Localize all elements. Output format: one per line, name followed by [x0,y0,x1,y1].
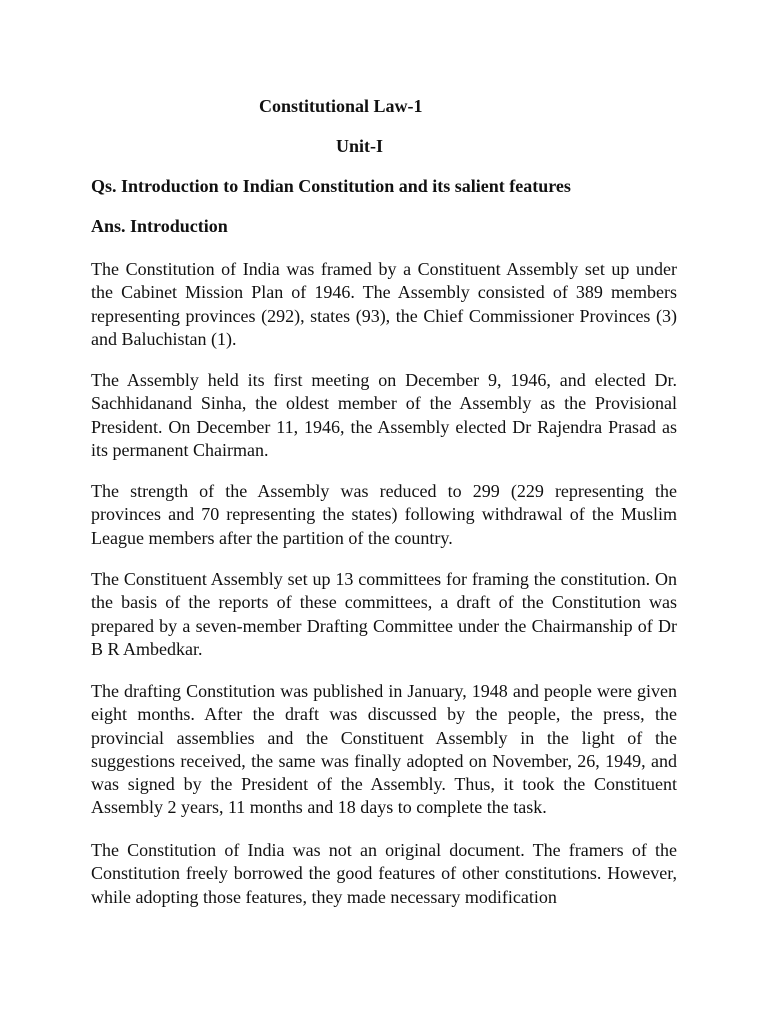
paragraph: The strength of the Assembly was reduced to 299 (229 representing the provinces and 70 representing the states) following withdrawal of the Muslim League members after the partition of the country. [91,481,677,548]
answer-heading: Ans. Introduction [91,216,228,236]
paragraph: The Constitution of India was framed by a Constituent Assembly set up under the Cabinet Mission Plan of 1946. The Assembly consisted of 389 members representing provinces (292), states (93), the Chief Commissioner Provinces (3) and Baluchistan (1). [91,259,677,349]
question-heading: Qs. Introduction to Indian Constitution and its salient features [91,176,571,196]
paragraph: The drafting Constitution was published in January, 1948 and people were given eight months. After the draft was discussed by the people, the press, the provincial assemblies and the Constituent Assembly in the light of the suggestions received, the same was finally adopted on November, 26, 1949, and was signed by the President of the Assembly. Thus, it took the Constituent Assembly 2 years, 11 months and 18 days to complete the task. [91,681,677,818]
document-title: Constitutional Law-1 [259,96,423,116]
paragraph: The Constituent Assembly set up 13 committees for framing the constitution. On the basis of the reports of these committees, a draft of the Constitution was prepared by a seven-member Drafting Committee under the Chairmanship of Dr B R Ambedkar. [91,569,677,659]
paragraph: The Constitution of India was not an original document. The framers of the Constitution freely borrowed the good features of other constitutions. However, while adopting those features, they made necessary modification [91,840,677,907]
paragraph: The Assembly held its first meeting on December 9, 1946, and elected Dr. Sachhidanand Sinha, the oldest member of the Assembly as the Provisional President. On December 11, 1946, the Assembly elected Dr Rajendra Prasad as its permanent Chairman. [91,370,677,460]
unit-heading: Unit-I [336,136,384,156]
